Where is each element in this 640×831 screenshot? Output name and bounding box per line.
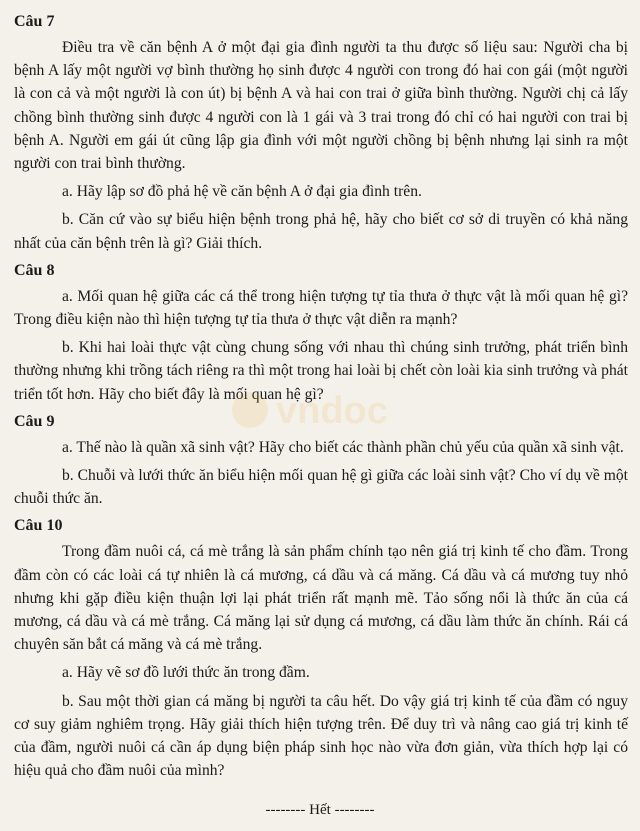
end-marker: -------- Hết -------- [265,802,375,818]
question-part-b: b. Sau một thời gian cá măng bị người ta câu hết. Do vậy giá trị kinh tế của đầm có nguy cơ suy giảm nghiêm trọng. Hãy giải thích hiện tượng trên. Để duy trì và nâng cao giá trị kinh tế của đầm, người nuôi cá cần áp dụng biện pháp sinh học nào vừa đơn giản, vừa thích hợp lại có hiệu quả cho đầm nuôi của mình? [14,692,628,780]
question-paragraph: Trong đầm nuôi cá, cá mè trắng là sản phẩm chính tạo nên giá trị kinh tế cho đầm. Trong đầm còn có các loài cá tự nhiên là cá mương, cá dầu và cá măng. Cá dầu và cá mương tuy nhỏ nhưng khi gặp điều kiện thuận lợi lại phát triển rất mạnh mẽ. Tảo sống nổi là thức ăn của cá mương, cá dầu và cá mè trắng. Cá măng lại sử dụng cá mương, cá dầu làm thức ăn chính. Rái cá chuyên săn bắt cá măng và cá mè trắng. [14,543,628,654]
question-10 [14,516,628,782]
question-title: Câu 7 [14,13,55,30]
question-7 [14,12,628,255]
question-part-b: b. Căn cứ vào sự biểu hiện bệnh trong phả hệ, hãy cho biết cơ sở di truyền có khả năng nhất của căn bệnh trên là gì? Giải thích. [14,211,628,252]
question-part-b: b. Khi hai loài thực vật cùng chung sống với nhau thì chúng sinh trưởng, phát triển bình thường nhưng khi trồng tách riêng ra thì một trong hai loài bị chết còn loài kia sinh trưởng và phát triển tốt hơn. Hãy cho biết đây là mối quan hệ gì? [14,339,628,403]
question-paragraph: Điều tra về căn bệnh A ở một đại gia đình người ta thu được số liệu sau: Người cha bị bệnh A lấy một người vợ bình thường họ sinh được 4 người con trong đó hai con gái (một người là con cả và một người là con út) bị bệnh A và hai con trai ở giữa bình thường. Người chị cả lấy chồng bình thường sinh được 4 người con là 1 gái và 3 trai trong đó chỉ có hai người con trai bị bệnh A. Người em gái út cũng lập gia đình với một người chồng bị bệnh nhưng lại sinh ra một người con trai bình thường. [14,39,628,173]
question-part-b: b. Chuỗi và lưới thức ăn biểu hiện mối quan hệ gì giữa các loài sinh vật? Cho ví dụ về một chuỗi thức ăn. [14,467,628,508]
question-part-a: a. Thế nào là quần xã sinh vật? Hãy cho biết các thành phần chủ yếu của quần xã sinh vật. [62,438,624,456]
question-title: Câu 10 [14,517,63,535]
watermark-text: vndoc [276,390,388,432]
question-8 [14,261,628,406]
question-part-a: a. Hãy lập sơ đồ phả hệ về căn bệnh A ở đại gia đình trên. [62,183,422,201]
question-part-a: a. Hãy vẽ sơ đồ lưới thức ăn trong đầm. [62,664,310,682]
question-part-a: a. Mối quan hệ giữa các cá thể trong hiện tượng tự tỉa thưa ở thực vật là mối quan hệ gì? Trong điều kiện nào thì hiện tượng tự tỉa thưa ở thực vật diễn ra mạnh? [14,287,628,329]
question-title: Câu 8 [14,261,55,279]
question-title: Câu 9 [14,412,55,430]
question-9 [14,412,628,511]
